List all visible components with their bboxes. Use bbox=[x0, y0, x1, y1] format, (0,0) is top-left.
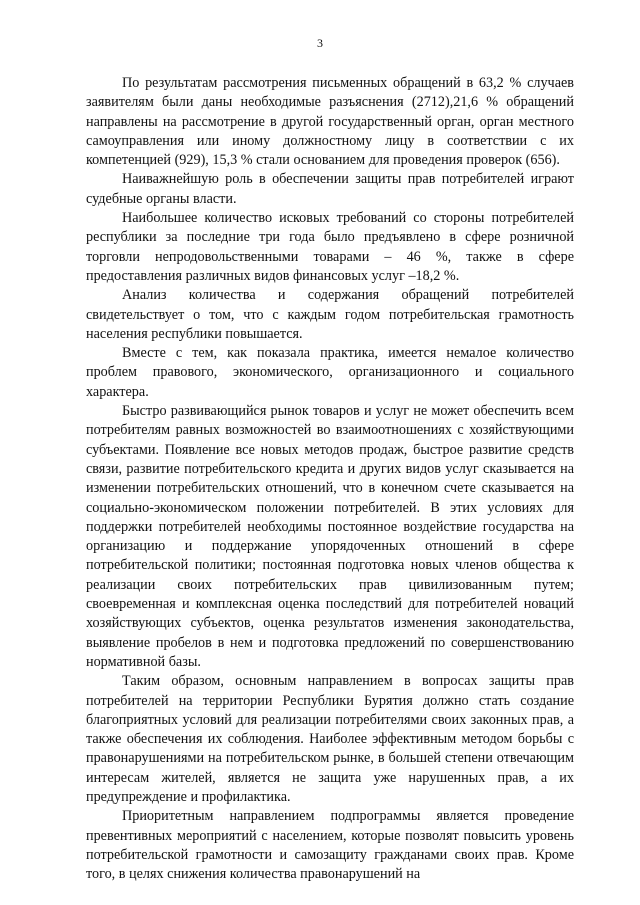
paragraph: Быстро развивающийся рынок товаров и услуг не может обеспечить всем потребителям равных возможностей во взаимоотношениях с хозяйствующими субъектами. Появление все новых методов продаж, быстрое развитие средств связи, развитие потребительского кредита и других видов услуг сказывается на изменении потребительских отношений, что в конечном счете сказывается на социально-экономическом положении потребителей. В этих условиях для поддержки потребителей необходимы постоянное воздействие государства на организацию и поддержание упорядоченных отношений в сфере потребительской политики; постоянная подготовка новых членов общества к реализации своих потребительских прав цивилизованным путем; своевременная и комплексная оценка последствий для потребителей новаций хозяйствующих субъектов, оценка результатов изменения законодательства, выявление пробелов в нем и подготовка предложений по совершенствованию нормативной базы. bbox=[86, 403, 574, 670]
paragraph: Анализ количества и содержания обращений потребителей свидетельствует о том, что с каждым годом потребительская грамотность населения республики повышается. bbox=[86, 287, 574, 342]
document-body bbox=[86, 74, 574, 884]
page-number: 3 bbox=[317, 36, 323, 50]
paragraph: Таким образом, основным направлением в вопросах защиты прав потребителей на территории Республики Бурятия должно стать создание благоприятных условий для реализации потребителями своих законных прав, а также обеспечения их соблюдения. Наиболее эффективным методом борьбы с правонарушениями на потребительском рынке, в большей степени отвечающим интересам жителей, является не защита уже нарушенных прав, а их предупреждение и профилактика. bbox=[86, 673, 574, 805]
paragraph: Вместе с тем, как показала практика, имеется немалое количество проблем правового, экономического, организационного и социального характера. bbox=[86, 345, 574, 400]
paragraph: Наиважнейшую роль в обеспечении защиты прав потребителей играют судебные органы власти. bbox=[86, 171, 574, 207]
paragraph: Приоритетным направлением подпрограммы является проведение превентивных мероприятий с населением, которые позволят повысить уровень потребительской грамотности и самозащиту гражданами своих прав. Кроме того, в целях снижения количества правонарушений на bbox=[86, 808, 574, 883]
paragraph: Наибольшее количество исковых требований со стороны потребителей республики за последние три года было предъявлено в сфере розничной торговли непродовольственными товарами – 46 %, также в сфере предоставления различных видов финансовых услуг –18,2 %. bbox=[86, 210, 574, 284]
paragraph: По результатам рассмотрения письменных обращений в 63,2 % случаев заявителям были даны необходимые разъяснения (2712),21,6 % обращений направлены на рассмотрение в другой государственный орган, орган местного самоуправления или иному должностному лицу в соответствии с их компетенцией (929), 15,3 % стали основанием для проведения проверок (656). bbox=[86, 75, 574, 169]
